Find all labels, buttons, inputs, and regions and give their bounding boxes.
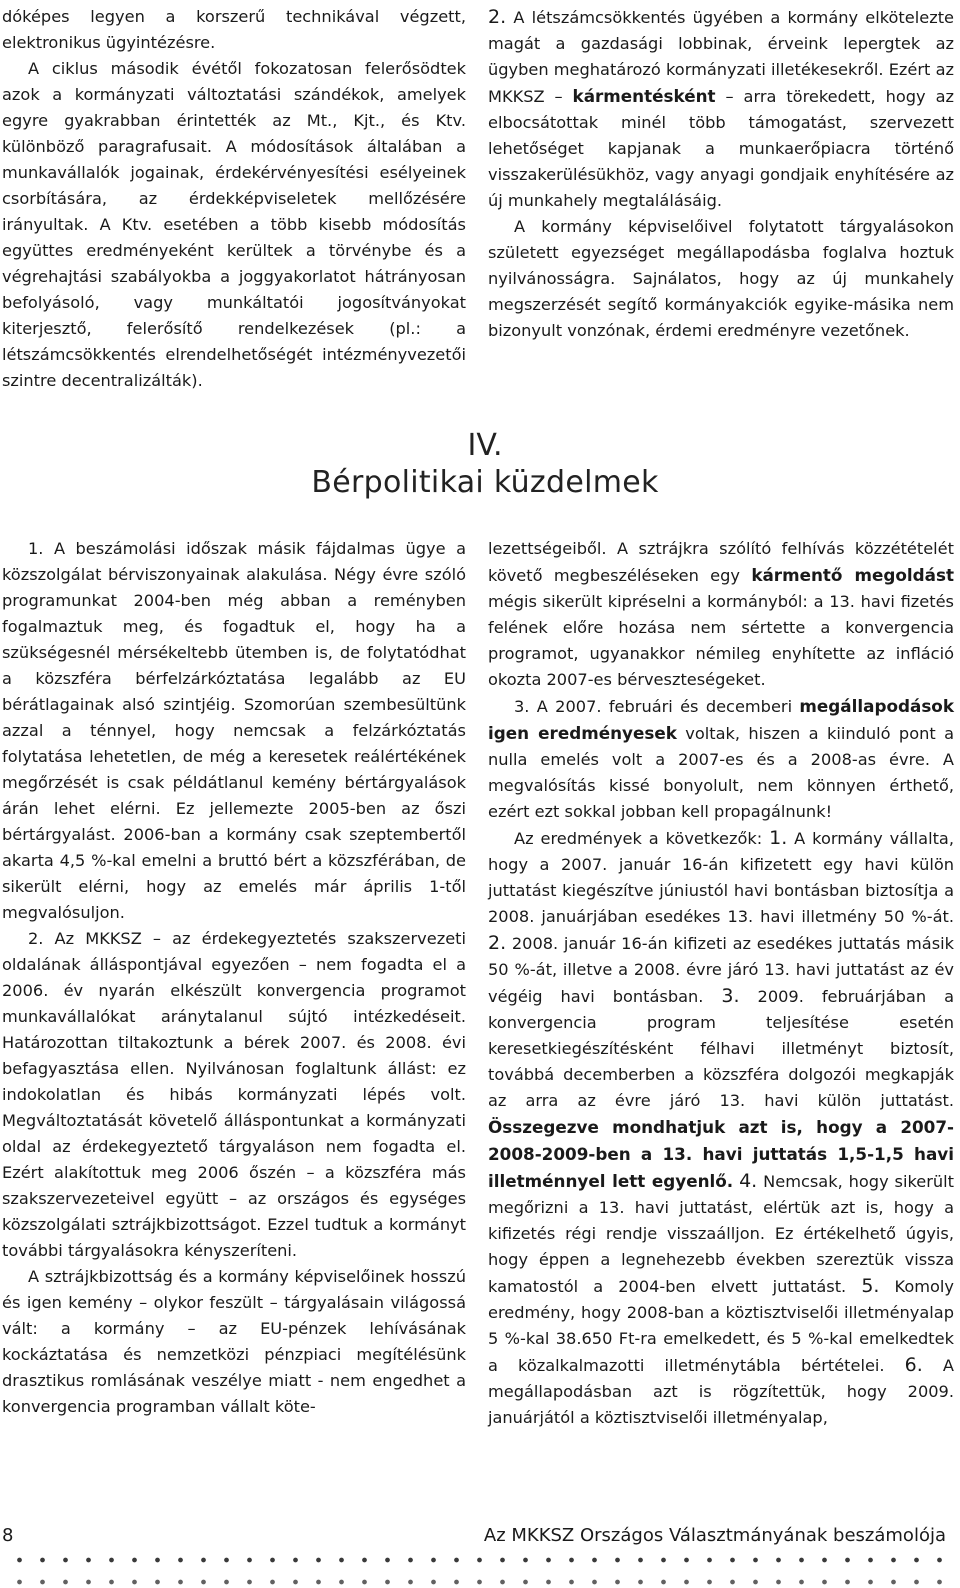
text-run: A megállapodásban azt is rögzítettük, hogy 2009. januárjától a köztisztviselői illetményalap, [488, 1356, 954, 1427]
section-heading [290, 428, 680, 502]
text-run: Nemcsak, hogy sikerült megőrizni a 13. havi juttatást, elértük azt is, hogy a kifizetés régi rendje visszaálljon. Ez értékelhető úgyis, hogy éppen a legnehezebb években szereztük vissza kamatostól a 2004-ben elvett juttatást. [488, 1172, 954, 1296]
text-run: 2008. január 16-án kifizeti az esedékes juttatás másik 50 %-át, illetve a 2008. évre járó 13. havi juttatást az év végéig havi bontásban. [488, 934, 954, 1006]
paragraph [488, 4, 954, 214]
text-run: 3. A 2007. februári és decemberi [514, 697, 800, 716]
text-run: Az eredmények a következők: [514, 829, 770, 848]
dotted-divider [0, 1578, 960, 1586]
paragraph [488, 825, 954, 1431]
highlight-text: megállapodások igen eredményesek [488, 696, 954, 743]
text-run: mégis sikerült kipréselni a kormányból: a 13. havi fizetés felének előre hozása nem sértette a konvergencia programot, ugyanakkor némileg enyhítette az infláció okozta 2007-es bérveszteségeket. [488, 592, 954, 689]
section-numeral: IV. [467, 428, 503, 463]
publication-title: Az MKKSZ Országos Választmányának beszámolója [483, 1525, 946, 1546]
item-number: 3. [721, 985, 740, 1007]
text-run: A kormány vállalta, hogy a 2007. január 16-án kifizetett egy havi külön juttatást kiegészítve júniustól havi bontásban biztosítja a 2008. januárjában esedékes 13. havi illetmény 50 %-át. [488, 829, 954, 926]
text-run: A létszámcsökkentés ügyében a kormány elkötelezte magát a gazdasági lobbinak, érveink lepergtek az ügyben meghatározó kormányzati illetékesekről. Ezért az MKKSZ – [488, 8, 954, 106]
dotted-divider [0, 1556, 960, 1564]
bottom-right-column [488, 536, 954, 1431]
text-run: voltak, hiszen a kiinduló pont a nulla emelés volt a 2007-es és a 2008-as évre. A megvalósítás kissé bonyolult, nem könnyen érthető, ezért ezt sokkal jobban kell propagálnunk! [488, 724, 954, 821]
paragraph: A kormány képviselőivel folytatott tárgyalásokon született egyezséget megállapodásba foglalva hoztuk nyilvánosságra. Sajnálatos, hogy az új munkahely megszerzését segítő kormányakciók egyike-másika nem bizonyult vonzónak, érdemi eredményre vezetőnek. [488, 217, 954, 340]
item-number: 6. [904, 1354, 923, 1376]
section-title: Bérpolitikai küzdelmek [311, 465, 659, 500]
text-run: – arra törekedett, hogy az elbocsátottak minél több támogatást, szervezett lehetőséget kapjanak a munkaerőpiacra történő visszakerülésükhöz, vagy anyagi gondjaik enyhítésére az új munkahely megtalálásáig. [488, 87, 954, 210]
item-number: 2. [488, 6, 507, 28]
highlight-text: Összegezve mondhatjuk azt is, hogy a 2007-2008-2009-ben a 13. havi juttatás 1,5-1,5 havi illetménnyel lett egyenlő. [488, 1117, 954, 1191]
paragraph: 2. Az MKKSZ – az érdekegyeztetés szakszervezeti oldalának álláspontjával egyezően – nem fogadta el a 2006. év nyarán elkészült konvergencia programot munkavállalókat aránytalanul sújtó intézkedéseit. Határozottan tiltakoztunk a bérek 2007. és 2008. évi befagyasztása ellen. Nyilvánosan foglaltunk állást: ez indokolatlan és hibás kormányzati lépés volt. Megváltoztatását követelő álláspontunkat a kormányzati oldal az érdekegyeztető tárgyaláson nem fogadta el. Ezért alakítottuk meg 2006 őszén – a közszféra más szakszervezeteivel együtt – az országos és egységes közszolgálati sztrájkbizottságot. Ezzel tudtuk a kormányt további tárgyalásokra kényszeríteni. [2, 929, 466, 1260]
item-number: 1. [769, 827, 788, 849]
highlight-text: kármentő megoldást [751, 565, 954, 585]
bottom-left-column [2, 536, 466, 1420]
text-run: 2009. februárjában a konvergencia program teljesítése esetén keresetkiegészítésként félhavi illetményt biztosít, továbbá decemberben a közszféra dolgozói megkapják az arra az évre járó 13. havi külön juttatást. [488, 987, 954, 1110]
paragraph: 1. A beszámolási időszak másik fájdalmas ügye a közszolgálat bérviszonyainak alakulása. Négy évre szóló programunkat 2004-ben még abban a reményben fogalmaztuk meg, és fogadtuk el, hogy ha a szükségesnél mérsékeltebb ütemben is, de folytatódhat a közszféra bérfelzárkóztatása legalább az EU bérátlagainak alsó szintjéig. Szomorúan szembesültünk azzal a ténnyel, hogy nemcsak a felzárkóztatás folytatása lehetetlen, de még a keresetek reálértékének megőrzését is csak példátlanul kemény bértárgyalások árán lehet elérni. Ez jellemezte 2005-ben az őszi bértárgyalást. 2006-ban a kormány csak szeptembertől akarta 4,5 %-kal emelni a bruttó bért a közszférában, de sikerült elérni, hogy az emelés már április 1-től megvalósuljon. [2, 539, 466, 922]
page-footer [0, 1525, 960, 1551]
text-run: lezettségeiből. A sztrájkra szólító felhívás közzétételét követő megbeszéléseken egy [488, 539, 954, 585]
paragraph [488, 693, 954, 825]
top-left-column [2, 4, 466, 394]
paragraph: A ciklus második évétől fokozatosan felerősödtek azok a kormányzati változtatási szándékok, amelyek egyre gyakrabban érintették az Mt., Kjt., és Ktv. különböző paragrafusait. A módosítások általában a munkavállalók jogainak, érdekérvényesítési esélyeinek csorbítására, az érdekképviseletek mellőzésére irányultak. A Ktv. esetében a több kisebb módosítás együttes eredményeként kerültek a törvénybe és a végrehajtási szabályokba a joggyakorlatot hátrányosan befolyásoló, vagy munkáltatói jogosítványokat kiterjesztő, felerősítő rendelkezések (pl.: a létszámcsökkentés elrendelhetőségét intézményvezetői szintre decentralizálták). [2, 59, 466, 390]
item-number: 5. [861, 1275, 880, 1297]
item-number: 4. [739, 1170, 758, 1192]
top-right-column [488, 4, 954, 344]
paragraph [488, 536, 954, 693]
page-number: 8 [2, 1525, 14, 1546]
paragraph: A sztrájkbizottság és a kormány képviselőinek hosszú és igen kemény – olykor feszült – tárgyalásain világossá vált: a kormány – az EU-pénzek lehívásának kockáztatása és nemzetközi pénzpiaci megítélésünk drasztikus romlásának veszélye miatt - nem engedhet a konvergencia programban vállalt köte- [2, 1267, 466, 1416]
item-number: 2. [488, 932, 507, 954]
paragraph: dóképes legyen a korszerű technikával végzett, elektronikus ügyintézésre. [2, 7, 466, 52]
text-run: Komoly eredmény, hogy 2008-ban a köztisztviselői illetményalap 5 %-kal 38.650 Ft-ra emelkedett, és 5 %-kal emelkedtek a közalkalmazotti illetménytábla bértételei. [488, 1277, 955, 1375]
highlight-text: kármentésként [572, 86, 716, 106]
